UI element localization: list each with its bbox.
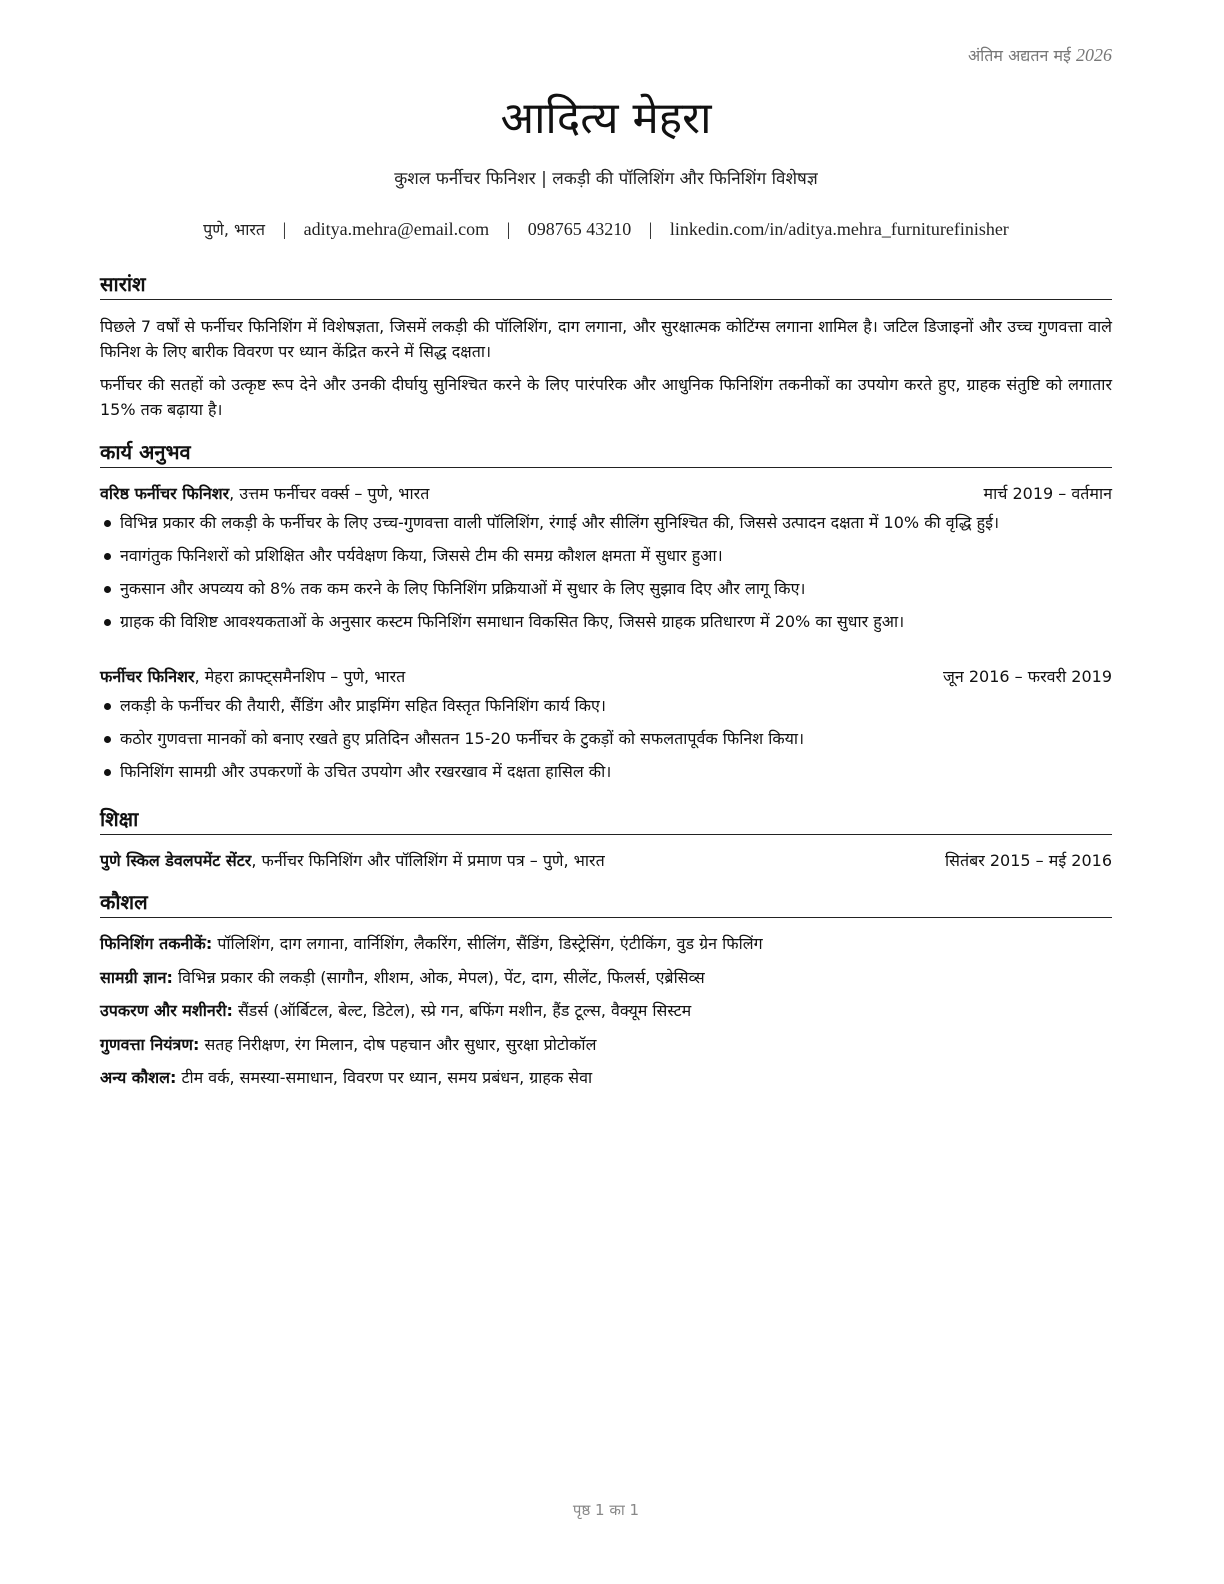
summary-paragraph: पिछले 7 वर्षों से फर्नीचर फिनिशिंग में विशेषज्ञता, जिसमें लकड़ी की पॉलिशिंग, दाग लगाना, और सुरक्षात्मक कोटिंग्स लगाना शामिल है। जटिल डिजाइनों और उच्च गुणवत्ता वाले फिनिश के लिए बारीक विवरण पर ध्यान केंद्रित करने में सिद्ध दक्षता। xyxy=(100,317,1112,361)
contact-location: पुणे, भारत xyxy=(203,220,266,239)
job-role: फर्नीचर फिनिशर xyxy=(100,667,195,686)
resume-page xyxy=(100,0,1112,1584)
job-company: , मेहरा क्राफ्ट्समैनशिप – पुणे, भारत xyxy=(194,667,406,686)
section-title-education: शिक्षा xyxy=(100,805,1112,835)
section-title-experience: कार्य अनुभव xyxy=(100,438,1112,468)
candidate-name: आदित्य मेहरा xyxy=(500,93,712,144)
education-institution-line xyxy=(100,849,605,873)
contact-linkedin[interactable]: linkedin.com/in/aditya.mehra_furniturefinisher xyxy=(669,219,1009,239)
skill-value: पॉलिशिंग, दाग लगाना, वार्निशिंग, लैकरिंग, सीलिंग, सैंडिंग, डिस्ट्रेसिंग, एंटीकिंग, वुड ग्रेन फिलिंग xyxy=(212,934,763,953)
list-item: कठोर गुणवत्ता मानकों को बनाए रखते हुए प्रतिदिन औसतन 15-20 फर्नीचर के टुकड़ों को सफलतापूर्वक फिनिश किया। xyxy=(100,722,1112,755)
skill-line xyxy=(100,999,1112,1023)
skill-line xyxy=(100,1033,1112,1057)
job-date-end: – फरवरी 2019 xyxy=(1014,667,1112,686)
list-item: नवागंतुक फिनिशरों को प्रशिक्षित और पर्यवेक्षण किया, जिससे टीम की समग्र कौशल क्षमता में सुधार हुआ। xyxy=(100,539,1112,572)
skill-value: विभिन्न प्रकार की लकड़ी (सागौन, शीशम, ओक, मेपल), पेंट, दाग, सीलेंट, फिलर्स, एब्रेसिव्स xyxy=(172,968,705,987)
job-date-year: 2016 xyxy=(968,667,1010,686)
education-entry xyxy=(100,849,1112,873)
skill-value: टीम वर्क, समस्या-समाधान, विवरण पर ध्यान, समय प्रबंधन, ग्राहक सेवा xyxy=(176,1068,593,1087)
skill-line xyxy=(100,1066,1112,1090)
job-title-company xyxy=(100,482,429,506)
job-date xyxy=(984,482,1112,506)
contact-line xyxy=(100,218,1112,240)
skill-label: अन्य कौशल: xyxy=(100,1068,177,1087)
job-date-end: – वर्तमान xyxy=(1058,484,1112,503)
job-role: वरिष्ठ फर्नीचर फिनिशर xyxy=(100,484,230,503)
education-detail: , फर्नीचर फिनिशिंग और पॉलिशिंग में प्रमाण पत्र – पुणे, भारत xyxy=(251,851,605,870)
job-title-company xyxy=(100,665,405,689)
list-item: फिनिशिंग सामग्री और उपकरणों के उचित उपयोग और रखरखाव में दक्षता हासिल की। xyxy=(100,755,1112,788)
summary-paragraph: फर्नीचर की सतहों को उत्कृष्ट रूप देने और उनकी दीर्घायु सुनिश्चित करने के लिए पारंपरिक और आधुनिक फिनिशिंग तकनीकों का उपयोग करते हुए, ग्राहक संतुष्टि को लगातार 15% तक बढ़ाया है। xyxy=(100,375,1112,419)
job-date-year: 2019 xyxy=(1012,484,1054,503)
contact-separator: | xyxy=(648,219,653,239)
skill-value: सतह निरीक्षण, रंग मिलान, दोष पहचान और सुधार, सुरक्षा प्रोटोकॉल xyxy=(199,1035,597,1054)
list-item: विभिन्न प्रकार की लकड़ी के फर्नीचर के लिए उच्च-गुणवत्ता वाली पॉलिशिंग, रंगाई और सीलिंग सुनिश्चित की, जिससे उत्पादन दक्षता में 10% की वृद्धि हुई। xyxy=(100,506,1112,539)
contact-email[interactable]: aditya.mehra@email.com xyxy=(303,219,490,239)
section-title-summary: सारांश xyxy=(100,270,1112,300)
list-item: लकड़ी के फर्नीचर की तैयारी, सैंडिंग और प्राइमिंग सहित विस्तृत फिनिशिंग कार्य किए। xyxy=(100,689,1112,722)
list-item: नुकसान और अपव्यय को 8% तक कम करने के लिए फिनिशिंग प्रक्रियाओं में सुधार के लिए सुझाव दिए और लागू किए। xyxy=(100,572,1112,605)
contact-separator: | xyxy=(282,219,287,239)
skill-label: सामग्री ज्ञान: xyxy=(100,968,173,987)
job-bullets xyxy=(100,506,1112,638)
job-date xyxy=(943,665,1112,689)
job-date-month: जून xyxy=(942,667,964,686)
contact-phone: 098765 43210 xyxy=(527,219,632,239)
job-header xyxy=(100,665,1112,689)
skill-label: फिनिशिंग तकनीकें: xyxy=(100,934,213,953)
last-updated xyxy=(968,44,1112,66)
job-company: , उत्तम फर्नीचर वर्क्स – पुणे, भारत xyxy=(229,484,430,503)
list-item: ग्राहक की विशिष्ट आवश्यकताओं के अनुसार कस्टम फिनिशिंग समाधान विकसित किए, जिससे ग्राहक प्रतिधारण में 20% का सुधार हुआ। xyxy=(100,605,1112,638)
tagline: कुशल फर्नीचर फिनिशर | लकड़ी की पॉलिशिंग और फिनिशिंग विशेषज्ञ xyxy=(394,169,818,189)
skill-label: उपकरण और मशीनरी: xyxy=(100,1001,233,1020)
skill-line xyxy=(100,966,1112,990)
last-updated-year: 2026 xyxy=(1076,45,1112,65)
job-bullets xyxy=(100,689,1112,788)
contact-separator: | xyxy=(506,219,511,239)
education-date: सितंबर 2015 – मई 2016 xyxy=(945,851,1112,870)
skill-line xyxy=(100,932,1112,956)
job-date-month: मार्च xyxy=(983,484,1008,503)
skill-label: गुणवत्ता नियंत्रण: xyxy=(100,1035,200,1054)
education-institution: पुणे स्किल डेवलपमेंट सेंटर xyxy=(100,851,252,870)
section-title-skills: कौशल xyxy=(100,888,1112,918)
last-updated-label: अंतिम अद्यतन मई xyxy=(967,46,1071,65)
page-number: पृष्ठ 1 का 1 xyxy=(572,1501,640,1519)
job-header xyxy=(100,482,1112,506)
skill-value: सैंडर्स (ऑर्बिटल, बेल्ट, डिटेल), स्प्रे गन, बफिंग मशीन, हैंड टूल्स, वैक्यूम सिस्टम xyxy=(232,1001,692,1020)
